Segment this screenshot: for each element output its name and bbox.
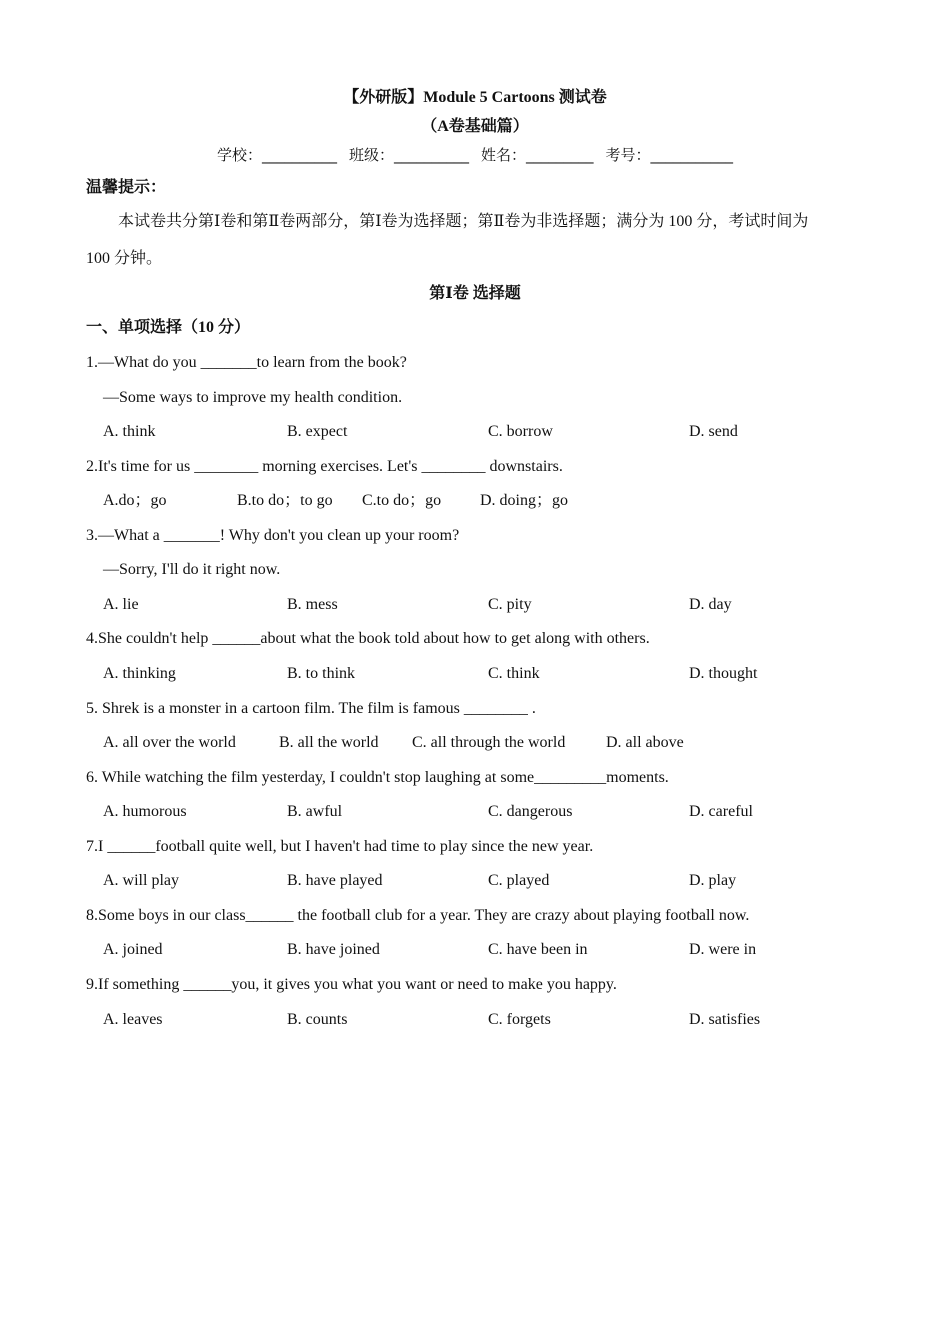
question-8-option-d[interactable]: D. were in <box>689 941 757 958</box>
question-4-option-b[interactable]: B. to think <box>287 665 356 682</box>
question-6-option-a[interactable]: A. humorous <box>103 803 187 820</box>
question-3-stem: 3.—What a _______! Why don't you clean up your room? <box>86 527 460 544</box>
question-9-option-a[interactable]: A. leaves <box>103 1011 163 1028</box>
question-2-option-a[interactable]: A.do；go <box>103 492 167 509</box>
question-7-option-c[interactable]: C. played <box>488 872 550 889</box>
question-7-option-a[interactable]: A. will play <box>103 872 179 889</box>
question-1-stem: 1.—What do you _______to learn from the book? <box>86 354 407 371</box>
question-1-option-b[interactable]: B. expect <box>287 423 348 440</box>
class-field[interactable]: 班级：__________ <box>348 146 469 164</box>
question-6-option-d[interactable]: D. careful <box>689 803 753 820</box>
question-7-option-d[interactable]: D. play <box>689 872 737 889</box>
name-field[interactable]: 姓名：_________ <box>481 146 594 164</box>
question-4-option-a[interactable]: A. thinking <box>103 665 176 682</box>
document-subtitle: （A卷基础篇） <box>421 118 529 135</box>
answer-blank[interactable]: ______ <box>183 976 232 993</box>
question-2-option-c[interactable]: C.to do；go <box>362 492 442 509</box>
question-3-option-b[interactable]: B. mess <box>287 596 338 613</box>
question-8-stem: 8.Some boys in our class______ the football club for a year. They are crazy about playing football now. <box>86 907 750 924</box>
question-1-option-c[interactable]: C. borrow <box>488 423 553 440</box>
question-5-stem: 5. Shrek is a monster in a cartoon film. The film is famous ________ . <box>86 700 536 717</box>
answer-blank[interactable]: ______ <box>245 907 294 924</box>
question-3-reply: —Sorry, I'll do it right now. <box>103 561 281 578</box>
question-8-option-b[interactable]: B. have joined <box>287 941 380 958</box>
question-7-option-b[interactable]: B. have played <box>287 872 383 889</box>
question-9-stem: 9.If something ______you, it gives you what you want or need to make you happy. <box>86 976 617 993</box>
part-title: 第Ⅰ卷 选择题 <box>429 285 521 302</box>
answer-blank[interactable]: _______ <box>163 527 220 544</box>
question-5-option-b[interactable]: B. all the world <box>279 734 379 751</box>
question-9-option-b[interactable]: B. counts <box>287 1011 348 1028</box>
question-3-option-a[interactable]: A. lie <box>103 596 139 613</box>
question-8-option-c[interactable]: C. have been in <box>488 941 588 958</box>
question-9-option-c[interactable]: C. forgets <box>488 1011 551 1028</box>
notice-text-line-2: 100 分钟。 <box>86 250 163 267</box>
question-2-option-d[interactable]: D. doing；go <box>480 492 569 509</box>
question-3-option-d[interactable]: D. day <box>689 596 732 613</box>
section-title: 一、单项选择（10 分） <box>86 319 251 336</box>
answer-blank[interactable]: _______ <box>200 354 257 371</box>
document-title: 【外研版】Module 5 Cartoons 测试卷 <box>343 89 607 106</box>
answer-blank[interactable]: ______ <box>212 630 261 647</box>
notice-heading: 温馨提示： <box>86 179 167 196</box>
question-5-option-c[interactable]: C. all through the world <box>412 734 566 751</box>
question-2-option-b[interactable]: B.to do；to go <box>237 492 333 509</box>
question-1-option-a[interactable]: A. think <box>103 423 156 440</box>
notice-text-line-1: 本试卷共分第Ⅰ卷和第Ⅱ卷两部分，第Ⅰ卷为选择题；第Ⅱ卷为非选择题；满分为 100 分，考试时间为 <box>118 213 809 230</box>
question-4-option-d[interactable]: D. thought <box>689 665 758 682</box>
question-3-option-c[interactable]: C. pity <box>488 596 532 613</box>
answer-blank[interactable]: ______ <box>107 838 156 855</box>
question-2-stem: 2.It's time for us ________ morning exercises. Let's ________ downstairs. <box>86 458 563 475</box>
answer-blank[interactable]: _________ <box>534 769 607 786</box>
school-field[interactable]: 学校：__________ <box>216 146 337 164</box>
question-1-reply: —Some ways to improve my health condition. <box>103 389 403 406</box>
question-7-stem: 7.I ______football quite well, but I haven't had time to play since the new year. <box>86 838 594 855</box>
exam-number-field[interactable]: 考号：___________ <box>605 146 734 164</box>
question-5-option-d[interactable]: D. all above <box>606 734 684 751</box>
question-6-option-b[interactable]: B. awful <box>287 803 343 820</box>
question-5-option-a[interactable]: A. all over the world <box>103 734 236 751</box>
student-info-row <box>0 145 950 165</box>
question-6-stem: 6. While watching the film yesterday, I couldn't stop laughing at some_________moments. <box>86 769 669 786</box>
question-4-option-c[interactable]: C. think <box>488 665 540 682</box>
question-4-stem: 4.She couldn't help ______about what the book told about how to get along with others. <box>86 630 650 647</box>
question-6-option-c[interactable]: C. dangerous <box>488 803 573 820</box>
question-1-option-d[interactable]: D. send <box>689 423 738 440</box>
question-9-option-d[interactable]: D. satisfies <box>689 1011 761 1028</box>
question-8-option-a[interactable]: A. joined <box>103 941 163 958</box>
